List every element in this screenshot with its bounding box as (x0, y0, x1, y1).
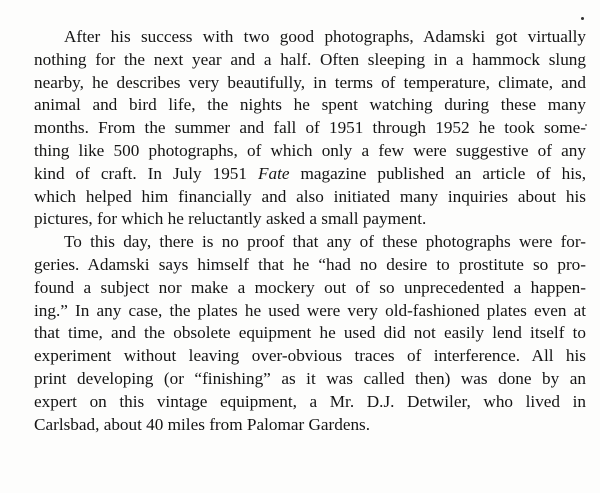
text-line: expert on this vintage equipment, a Mr. D.J. Detwiler, who lived in (34, 391, 586, 411)
text-line: geries. Adamski says himself that he “had no desire to prostitute so pro- (34, 254, 586, 274)
body-text (34, 26, 586, 436)
magazine-title: Fate (258, 163, 290, 183)
text-line: print developing (or “finishing” as it was called then) was done by an (34, 368, 586, 388)
text-line: found a subject nor make a mockery out of so unprecedented a happen- (34, 277, 586, 297)
text-line: thing like 500 photographs, of which only a few were suggestive of any (34, 140, 586, 160)
text-line: Carlsbad, about 40 miles from Palomar Gardens. (34, 414, 371, 434)
text-line: To this day, there is no proof that any of these photographs were for- (64, 232, 586, 252)
text-line: nearby, he describes very beautifully, in terms of temperature, climate, and (34, 72, 586, 92)
text-line (34, 163, 586, 186)
text-line: pictures, for which he reluctantly asked a small payment. (34, 209, 427, 229)
text-line: ing.” In any case, the plates he used were very old-fashioned plates even at (34, 300, 586, 320)
text-line: experiment without leaving over-obvious traces of interference. All his (34, 346, 586, 366)
text-segment: kind of craft. In July 1951 (34, 163, 247, 183)
text-segment: magazine published an article of his, (300, 163, 587, 183)
text-line: months. From the summer and fall of 1951 through 1952 he took some- (34, 118, 586, 138)
paragraph-2 (34, 231, 586, 436)
text-line: which helped him financially and also initiated many inquiries about his (34, 186, 586, 206)
text-line: animal and bird life, the nights he spent watching during these many (34, 95, 586, 115)
text-line: nothing for the next year and a half. Often sleeping in a hammock slung (34, 49, 586, 69)
paragraph-1 (34, 26, 586, 231)
text-line: After his success with two good photographs, Adamski got virtually (64, 27, 586, 46)
text-line: that time, and the obsolete equipment he used did not easily lend itself to (34, 323, 586, 343)
scan-speck (581, 17, 584, 20)
